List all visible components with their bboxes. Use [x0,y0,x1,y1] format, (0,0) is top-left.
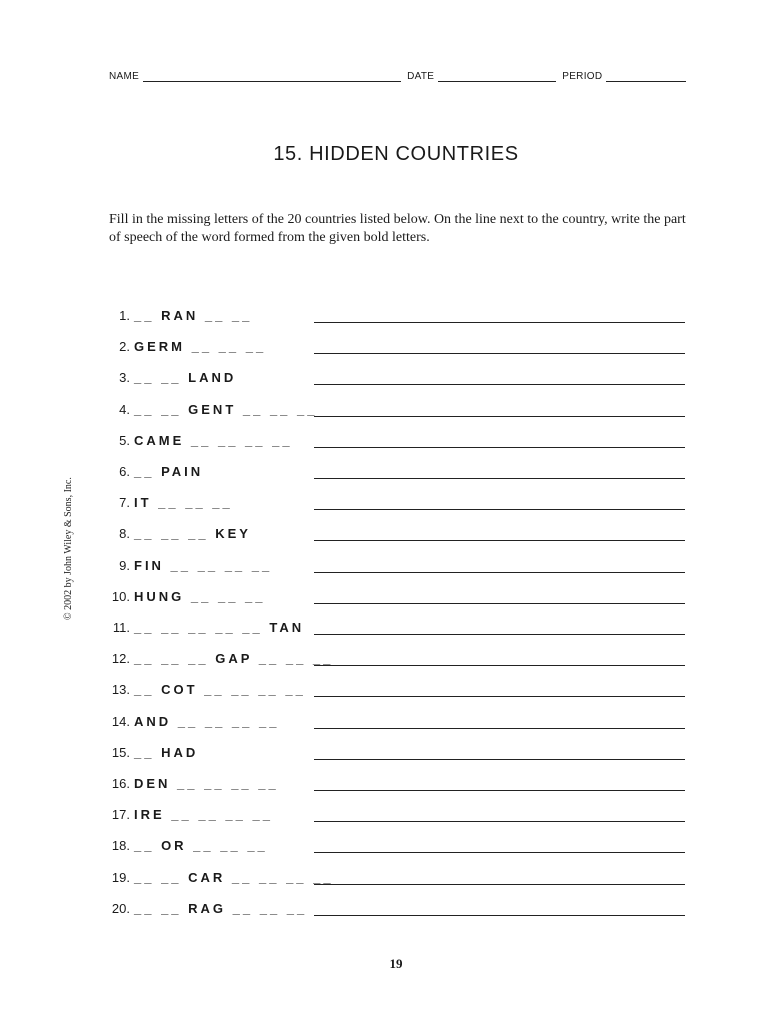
answer-line[interactable] [314,540,685,541]
item-puzzle: DEN __ __ __ __ [134,776,279,791]
item-number: 17. [111,807,130,823]
item-puzzle: __ RAN __ __ [134,308,253,323]
item-puzzle: HUNG __ __ __ [134,588,266,604]
puzzle-item [0,835,768,859]
answer-line[interactable] [314,790,685,791]
page-title: 15. HIDDEN COUNTRIES [273,143,519,165]
item-puzzle: FIN __ __ __ __ [134,557,273,573]
puzzle-item [0,586,768,610]
page-number: 19 [389,956,403,971]
item-number: 5. [119,432,130,448]
answer-line[interactable] [314,416,685,417]
item-puzzle: CAME __ __ __ __ [134,432,293,448]
name-label: NAME [109,71,140,82]
instructions: Fill in the missing letters of the 20 countries listed below. On the line next to the country, write the part of speech of the word formed from the given bold letters. [109,212,686,245]
item-puzzle: AND __ __ __ __ [134,713,280,729]
item-puzzle: __ PAIN [134,464,204,479]
puzzle-item [0,492,768,516]
item-number: 12. [111,651,130,667]
answer-line[interactable] [314,572,685,573]
item-number: 19. [111,869,130,885]
item-puzzle: IRE __ __ __ __ [134,807,273,823]
puzzle-item [0,617,768,641]
item-number: 16. [111,776,130,791]
answer-line[interactable] [314,478,685,479]
answer-line[interactable] [314,634,685,635]
answer-line[interactable] [314,665,685,666]
item-number: 20. [111,900,130,916]
answer-line[interactable] [314,915,685,916]
item-number: 6. [119,464,130,479]
answer-line[interactable] [314,884,685,885]
puzzle-item [0,898,768,922]
answer-line[interactable] [314,353,685,354]
answer-line[interactable] [314,509,685,510]
puzzle-item [0,399,768,423]
puzzle-item [0,555,768,579]
puzzle-item [0,461,768,485]
puzzle-item [0,773,768,797]
item-number: 1. [119,308,130,323]
puzzle-item [0,679,768,703]
item-puzzle: __ __ RAG __ __ __ [134,900,308,916]
item-puzzle: __ __ __ __ __ TAN [134,620,305,635]
item-puzzle: __ HAD [134,744,199,760]
puzzle-item [0,430,768,454]
item-number: 13. [111,682,130,698]
item-puzzle: __ __ CAR __ __ __ __ [134,869,334,885]
item-number: 4. [119,401,130,417]
item-number: 8. [119,526,130,542]
student-info-header [109,71,686,82]
item-puzzle: IT __ __ __ [134,495,233,511]
puzzle-item [0,804,768,828]
item-number: 14. [111,713,130,729]
answer-line[interactable] [314,759,685,760]
answer-line[interactable] [314,852,685,853]
answer-line[interactable] [314,821,685,822]
item-number: 11. [112,620,130,635]
item-puzzle: GERM __ __ __ [134,339,267,355]
copyright-notice: © 2002 by John Wiley & Sons, Inc. [63,477,74,620]
item-number: 10. [111,588,130,604]
date-label: DATE [407,71,435,82]
puzzle-item [0,523,768,547]
puzzle-item [0,305,768,329]
puzzle-item [0,711,768,735]
period-line[interactable] [606,71,686,82]
item-puzzle: __ COT __ __ __ __ [134,682,306,698]
puzzle-item [0,867,768,891]
puzzle-item [0,648,768,672]
answer-line[interactable] [314,728,685,729]
item-puzzle: __ OR __ __ __ [134,838,268,854]
puzzle-item [0,336,768,360]
item-number: 3. [119,370,130,386]
period-label: PERIOD [562,71,603,82]
item-puzzle: __ __ LAND [134,370,237,386]
item-number: 18. [111,838,130,854]
item-number: 7. [119,495,130,511]
puzzle-item [0,367,768,391]
item-number: 15. [111,744,130,760]
name-line[interactable] [143,71,401,82]
puzzle-item [0,742,768,766]
answer-line[interactable] [314,696,685,697]
item-number: 9. [119,557,130,573]
answer-line[interactable] [314,384,685,385]
answer-line[interactable] [314,447,685,448]
item-number: 2. [119,339,130,355]
item-puzzle: __ __ __ GAP __ __ __ [134,651,334,667]
item-puzzle: __ __ __ KEY [134,526,251,542]
item-puzzle: __ __ GENT __ __ __ [134,401,318,417]
date-line[interactable] [438,71,556,82]
answer-line[interactable] [314,603,685,604]
answer-line[interactable] [314,322,685,323]
